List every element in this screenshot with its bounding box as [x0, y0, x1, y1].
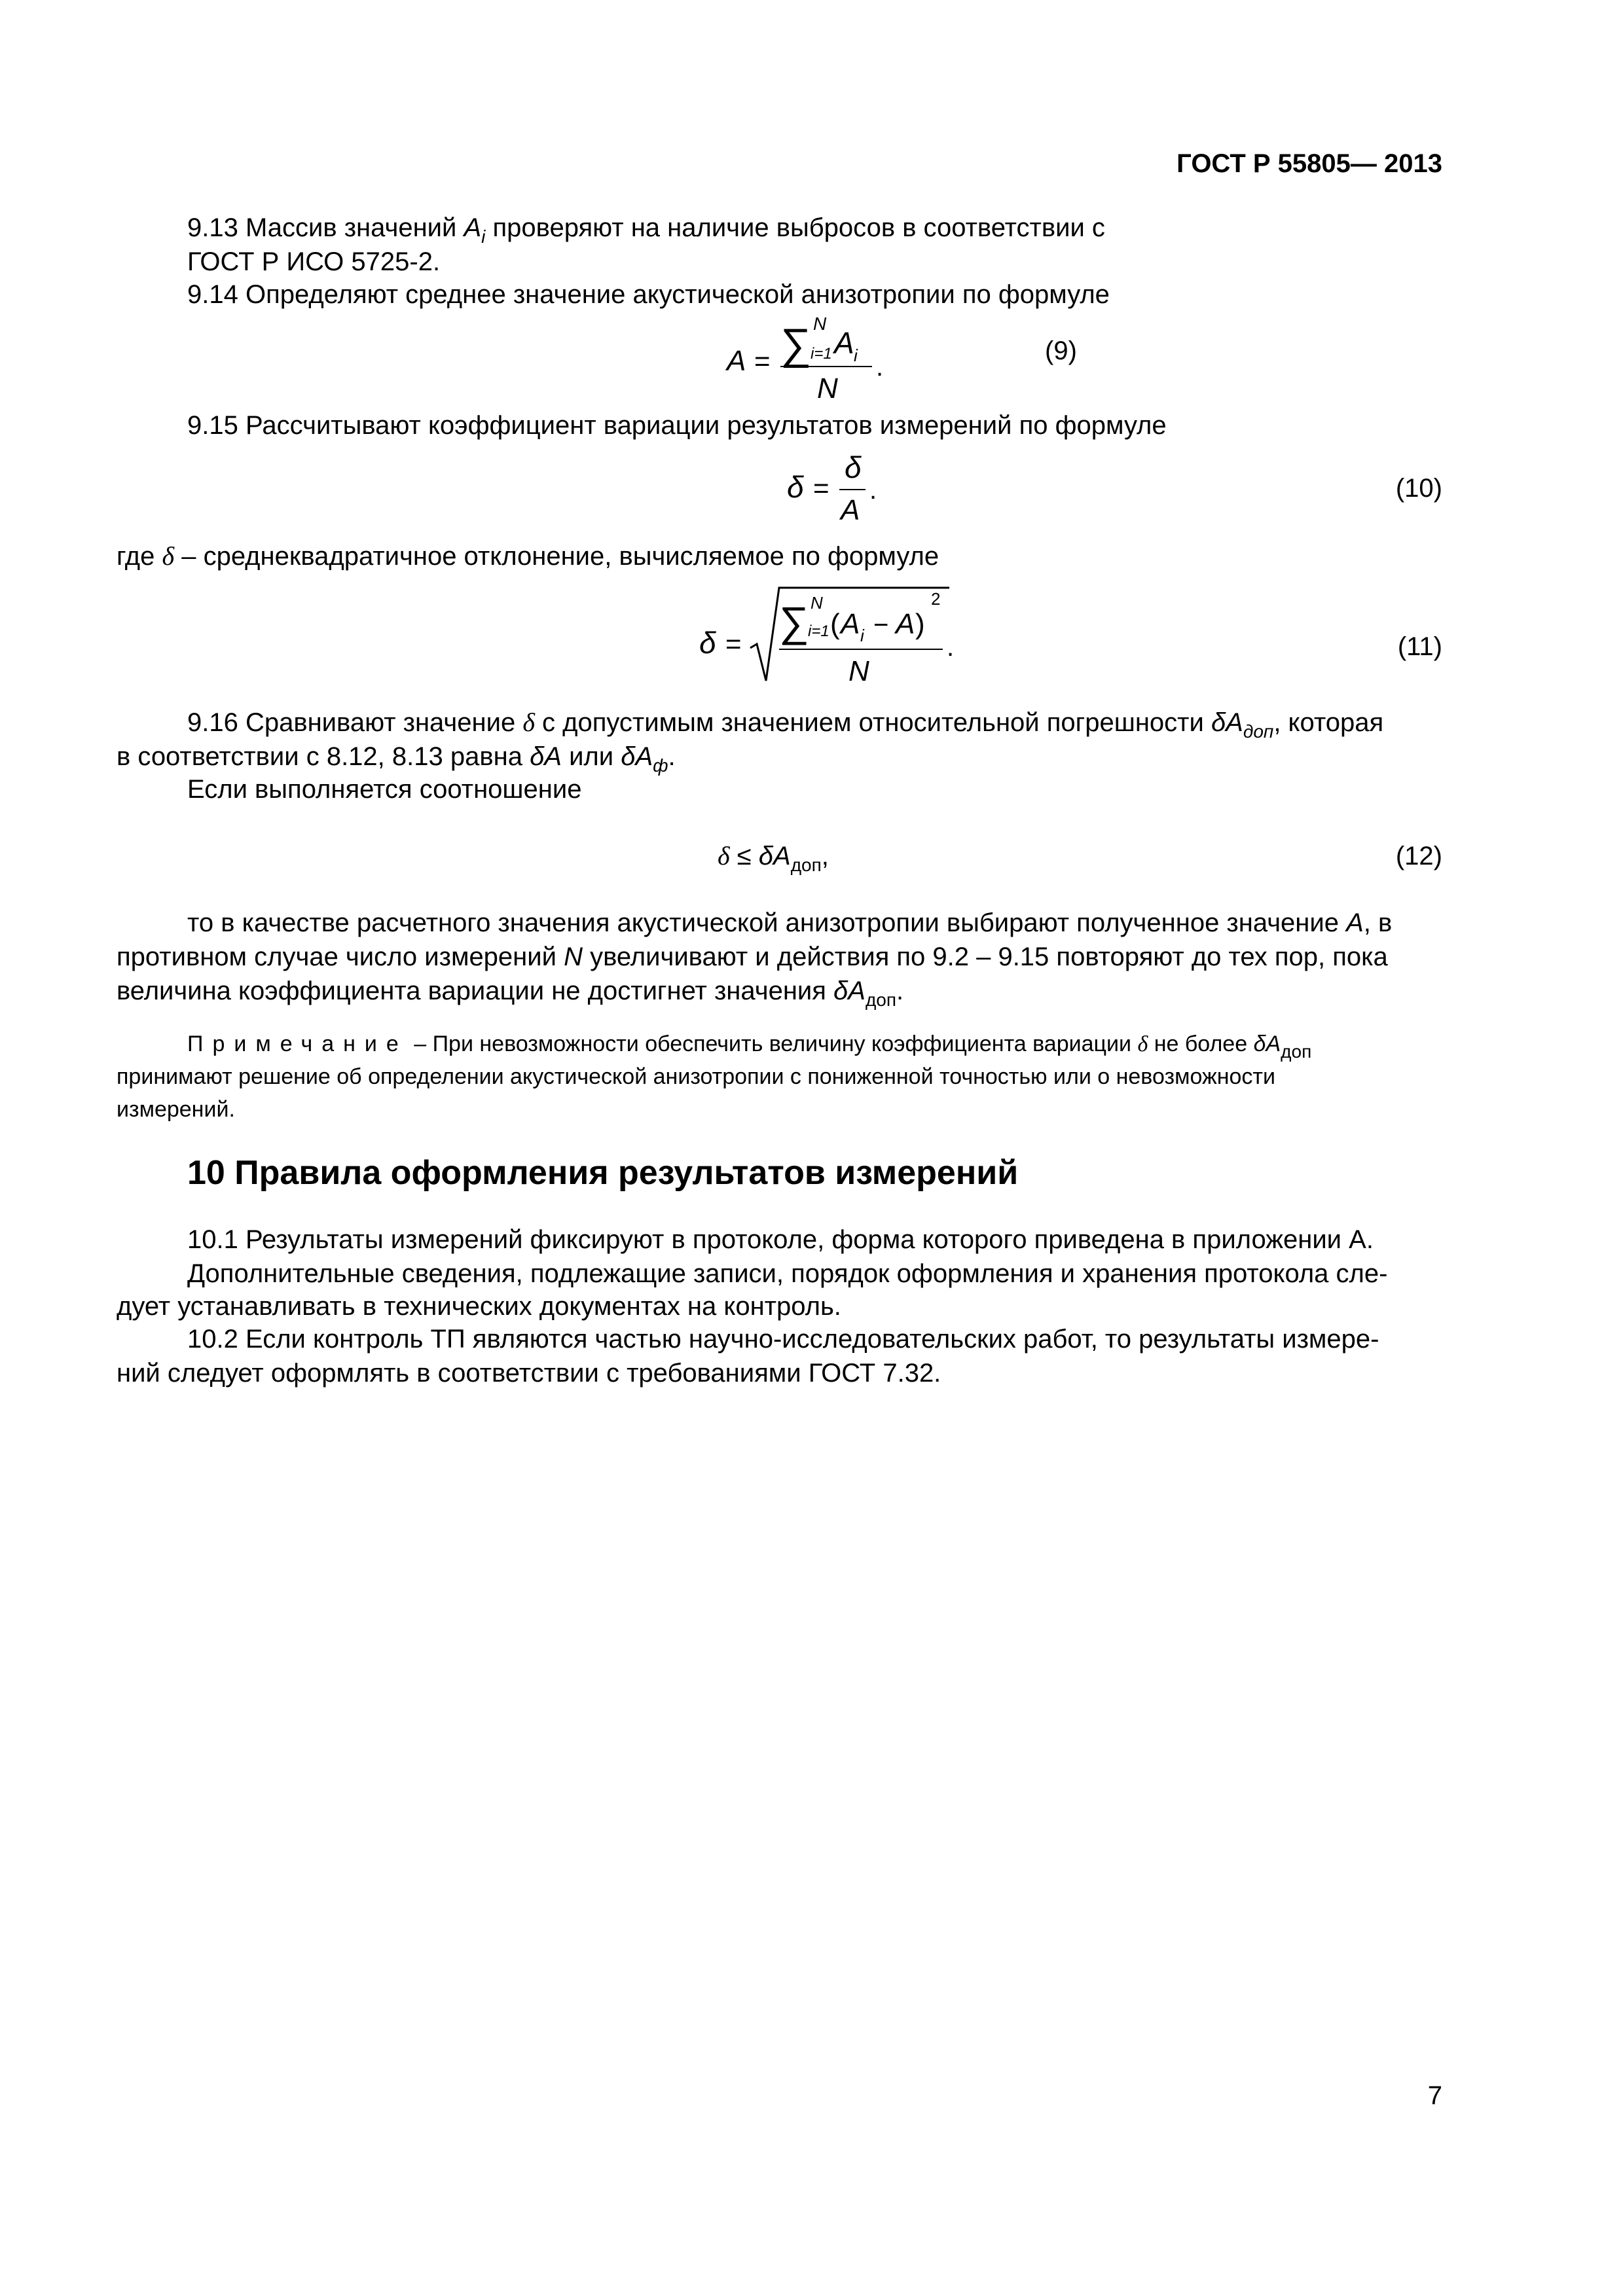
eq9-term: A — [834, 326, 854, 360]
paragraph-10-2-line2: ний следует оформлять в соответствии с требованиями ГОСТ 7.32. — [117, 1359, 941, 1388]
equation-10 — [773, 445, 903, 530]
eq11-power: 2 — [931, 589, 941, 609]
paragraph-text: величина коэффициента вариации не достигнет значения — [117, 977, 834, 1005]
paragraph-text: 9.16 Сравнивают значение — [187, 708, 523, 737]
paragraph-9-16-line3: Если выполняется соотношение — [187, 775, 582, 804]
eq11-open-paren: ( — [830, 608, 840, 640]
note-line3: измерений. — [117, 1097, 235, 1122]
eq11-sum-top: N — [811, 593, 823, 613]
eq9-dot: . — [876, 353, 884, 382]
eq9-sum-top: N — [813, 314, 827, 334]
eq11-lhs: δ — [699, 626, 716, 660]
eq10-denominator: A — [841, 494, 860, 526]
eq9-term-sub: i — [854, 346, 858, 365]
subscript-f: ф — [653, 755, 668, 776]
variable-delta: δ — [522, 708, 535, 737]
eq9-equals: = — [754, 346, 771, 376]
paragraph-text: 9.13 Массив значений — [187, 213, 464, 242]
equation-12-number: (12) — [1395, 842, 1442, 870]
eq11-dot: . — [947, 633, 955, 662]
eq10-numerator: δ — [845, 450, 862, 484]
subscript-i: i — [481, 226, 486, 247]
paragraph-10-2-line1: 10.2 Если контроль ТП являются частью научно-исследовательских работ, то результаты измере- — [187, 1325, 1379, 1354]
eq10-lhs: δ — [787, 470, 804, 504]
page-number: 7 — [1427, 2081, 1442, 2110]
eq11-denominator: N — [848, 655, 869, 687]
eq9-lhs: A — [727, 345, 746, 377]
paragraph-text: то в качестве расчетного значения акустической анизотропии выбирают полученное значение — [187, 908, 1347, 937]
equation-9 — [707, 312, 917, 410]
eq9-sum-sign: ∑ — [780, 319, 812, 368]
eq11-a1: A — [841, 608, 860, 640]
variable-n: N — [564, 942, 583, 971]
subscript-dop: доп — [1243, 721, 1274, 742]
variable-a: A — [464, 213, 482, 242]
variable-delta-a: δA — [1211, 708, 1243, 737]
equation-11-number: (11) — [1397, 632, 1442, 661]
document-code: ГОСТ Р 55805— 2013 — [1176, 149, 1442, 178]
variable-delta-a: δA — [1253, 1031, 1281, 1056]
where-line — [117, 539, 939, 573]
paragraph-9-14: 9.14 Определяют среднее значение акустической анизотропии по формуле — [187, 280, 1110, 309]
variable-delta: δ — [162, 541, 175, 571]
note-label: Примечание — [187, 1031, 408, 1056]
paragraph-10-1-line2: Дополнительные сведения, подлежащие записи, порядок оформления и хранения протокола сле- — [187, 1259, 1388, 1288]
eq10-dot: . — [869, 476, 877, 505]
variable-delta-a: δA — [621, 742, 653, 771]
paragraph-10-1-line1: 10.1 Результаты измерений фиксируют в протоколе, форма которого приведена в приложении А. — [187, 1225, 1374, 1254]
paragraph-10-1-line3: дует устанавливать в технических документах на контроль. — [117, 1292, 841, 1321]
paragraph-text: в соответствии с 8.12, 8.13 равна — [117, 742, 530, 771]
note-text: – При невозможности обеспечить величину коэффициента вариации — [407, 1031, 1138, 1056]
eq11-close-paren: ) — [915, 608, 925, 640]
paragraph-text: . — [896, 977, 904, 1005]
eq12-comma: , — [821, 842, 829, 870]
variable-delta: δ — [1137, 1032, 1148, 1056]
eq9-denominator: N — [817, 372, 838, 404]
paragraph-text: где — [117, 542, 162, 571]
subscript-dop: доп — [1281, 1041, 1312, 1062]
eq12-lhs: δ — [718, 841, 730, 870]
paragraph-text: или — [561, 742, 621, 771]
paragraph-text: , в — [1363, 908, 1393, 937]
note-line2: принимают решение об определении акустической анизотропии с пониженной точностью или о невозможности — [117, 1064, 1275, 1089]
eq11-a2: A — [896, 608, 915, 640]
equation-9-number: (9) — [1045, 336, 1077, 365]
eq9-sum-bottom: i=1 — [811, 345, 832, 363]
note-text: не более — [1148, 1031, 1254, 1056]
eq11-minus: − — [873, 611, 889, 639]
variable-a: A — [1346, 908, 1364, 937]
equation-11 — [687, 576, 976, 694]
equation-12 — [718, 839, 829, 882]
eq12-rhs-sub: доп — [790, 855, 822, 875]
equation-10-number: (10) — [1395, 474, 1442, 503]
eq11-equals: = — [725, 628, 742, 659]
paragraph-9-15: 9.15 Рассчитывают коэффициент вариации результатов измерений по формуле — [187, 411, 1167, 440]
eq11-a1-sub: i — [860, 626, 864, 645]
paragraph-text: увеличивают и действия по 9.2 – 9.15 повторяют до тех пор, пока — [582, 942, 1388, 971]
paragraph-text: противном случае число измерений — [117, 942, 564, 971]
eq12-rhs: δA — [758, 842, 791, 870]
paragraph-text: проверяют на наличие выбросов в соответствии с — [485, 213, 1105, 242]
eq11-sum-bottom: i=1 — [808, 622, 830, 640]
subscript-dop: доп — [865, 990, 897, 1010]
section-heading: 10 Правила оформления результатов измерений — [187, 1154, 1019, 1192]
eq12-relation: ≤ — [729, 842, 759, 870]
paragraph-9-13-line2: ГОСТ Р ИСО 5725-2. — [187, 247, 441, 276]
paragraph-text: с допустимым значением относительной погрешности — [534, 708, 1211, 737]
paragraph-text: , которая — [1273, 708, 1384, 737]
paragraph-then-line1 — [187, 906, 1392, 940]
paragraph-text: – среднеквадратичное отклонение, вычисляемое по формуле — [174, 542, 939, 571]
paragraph-text: . — [668, 742, 676, 771]
variable-delta-a: δA — [530, 742, 562, 771]
paragraph-then-line2 — [117, 940, 1388, 974]
eq10-equals: = — [813, 473, 830, 503]
paragraph-then-line3 — [117, 974, 903, 1017]
variable-delta-a: δA — [833, 977, 866, 1005]
eq11-sum-sign: ∑ — [779, 598, 809, 645]
